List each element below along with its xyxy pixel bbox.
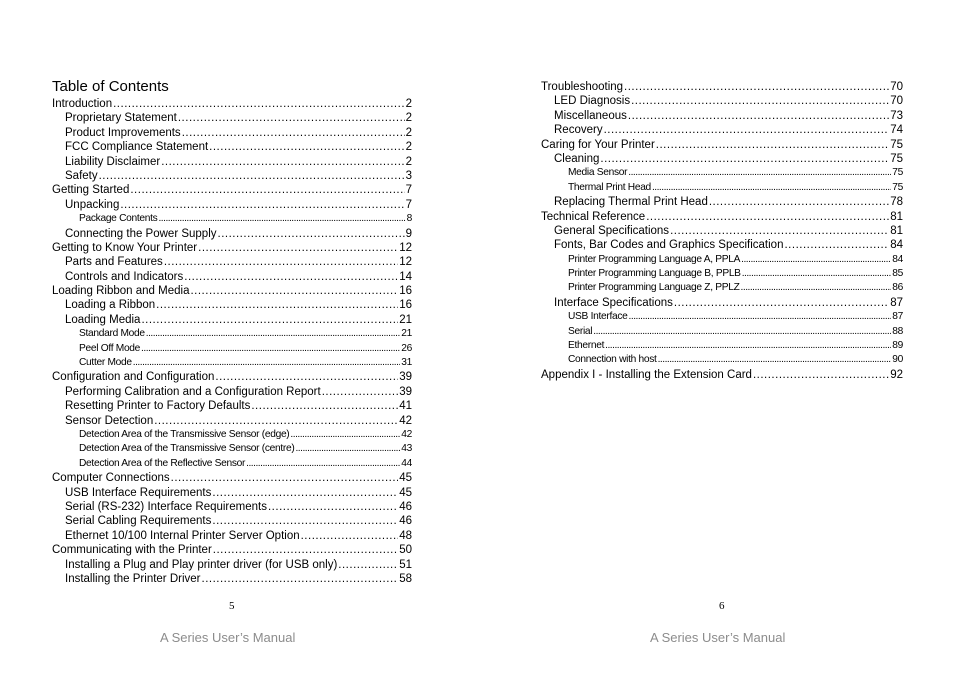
toc-entry-label: Peel Off Mode [79,342,141,354]
toc-entry-page: 51 [399,558,412,571]
toc-entry-label: USB Interface Requirements [65,486,212,499]
toc-entry[interactable] [52,298,412,312]
toc-entry[interactable] [52,126,412,140]
toc-dot-leader [295,442,400,456]
toc-entry-page: 42 [399,414,412,427]
toc-dot-leader [674,296,889,310]
right-page [477,0,954,675]
toc-dot-leader [164,255,398,269]
toc-entry-label: Sensor Detection [65,414,154,427]
toc-entry[interactable] [52,572,412,586]
toc-dot-leader [742,267,892,281]
toc-dot-leader [628,166,891,180]
toc-entry[interactable] [52,241,412,255]
toc-entry-label: Installing the Printer Driver [65,572,201,585]
toc-entry-page: 39 [399,385,412,398]
toc-entry-page: 39 [399,371,412,384]
toc-entry-page: 46 [399,500,412,513]
toc-entry-page: 85 [892,268,903,280]
toc-entry[interactable] [541,267,903,281]
toc-entry[interactable] [52,183,412,197]
page-number: 6 [719,600,725,612]
toc-entry[interactable] [52,514,412,528]
toc-dot-leader [670,224,889,238]
toc-entry-page: 21 [399,313,412,326]
toc-entry-label: Serial Cabling Requirements [65,515,212,528]
toc-entry-page: 41 [399,400,412,413]
toc-entry-label: Computer Connections [52,472,170,485]
toc-entry-label: LED Diagnosis [554,95,631,108]
toc-dot-leader [133,356,401,370]
toc-dot-leader [251,399,398,413]
toc-entry-page: 75 [892,181,903,193]
toc-entry-page: 44 [401,457,412,469]
toc-entry-page: 86 [892,282,903,294]
toc-entry[interactable] [541,109,903,123]
toc-entry[interactable] [541,94,903,108]
toc-entry-page: 2 [405,141,412,154]
page-footer: A Series User’s Manual [160,630,296,645]
toc-entry-label: Caring for Your Printer [541,138,655,151]
toc-entry[interactable] [541,325,903,339]
toc-entry-page: 2 [405,126,412,139]
toc-entry[interactable] [52,111,412,125]
toc-dot-leader [161,155,404,169]
toc-entry[interactable] [52,313,412,327]
toc-entry-label: Detection Area of the Transmissive Sensor (centre) [79,443,295,455]
toc-entry-page: 81 [890,224,903,237]
toc-entry-page: 2 [405,98,412,110]
toc-entry-label: General Specifications [554,224,670,237]
toc-entry-page: 14 [399,270,412,283]
toc-entry[interactable] [52,155,412,169]
toc-entry-label: Troubleshooting [541,81,624,93]
toc-entry-label: Loading a Ribbon [65,299,156,312]
toc-dot-leader [605,339,891,353]
toc-entry-page: 87 [890,296,903,309]
toc-entry-page: 3 [405,169,412,182]
toc-entry-label: Connecting the Power Supply [65,227,217,240]
toc-entry-label: Detection Area of the Reflective Sensor [79,457,246,469]
toc-entry-label: Communicating with the Printer [52,544,212,557]
toc-dot-leader [600,152,889,166]
toc-entry-page: 88 [892,325,903,337]
toc-title: Table of Contents [52,78,169,95]
toc-entry-label: Getting to Know Your Printer [52,241,198,254]
toc-entry-page: 75 [890,138,903,151]
toc-entry-page: 12 [399,241,412,254]
toc-entry-page: 50 [399,544,412,557]
toc-entry[interactable] [52,500,412,514]
toc-entry-page: 92 [890,368,903,381]
toc-entry[interactable] [541,353,903,367]
toc-entry-label: Cleaning [554,152,600,165]
toc-entry-label: Ethernet 10/100 Internal Printer Server Option [65,529,300,542]
toc-entry[interactable] [541,210,903,224]
toc-entry-page: 73 [890,109,903,122]
toc-entry[interactable] [52,385,412,399]
toc-dot-leader [182,126,405,140]
toc-dot-leader [268,500,398,514]
toc-entry[interactable] [52,370,412,384]
toc-entry-label: Detection Area of the Transmissive Sensor (edge) [79,428,290,440]
toc-entry-page: 74 [890,124,903,137]
toc-dot-leader [178,111,405,125]
toc-dot-leader [628,109,889,123]
toc-entry[interactable] [52,327,412,341]
toc-entry-label: Liability Disclaimer [65,155,161,168]
toc-entry[interactable] [52,255,412,269]
toc-entry[interactable] [52,529,412,543]
toc-entry-label: Serial [568,325,593,337]
toc-entry[interactable] [541,238,903,252]
page-number: 5 [229,600,235,612]
toc-entry-label: Loading Ribbon and Media [52,285,190,298]
toc-entry[interactable] [52,169,412,183]
toc-entry-label: Recovery [554,124,603,137]
toc-entry[interactable] [541,80,903,94]
toc-entry-page: 58 [399,572,412,585]
toc-entry-page: 84 [890,239,903,252]
toc-entry[interactable] [541,224,903,238]
toc-entry-label: FCC Compliance Statement [65,141,209,154]
toc-entry-page: 70 [890,95,903,108]
toc-entry-label: Installing a Plug and Play printer driver (for USB only) [65,558,338,571]
toc-entry-label: Printer Programming Language B, PPLB [568,268,741,280]
toc-list [541,80,903,382]
toc-entry-label: Package Contents [79,213,158,225]
toc-entry-label: Thermal Print Head [568,181,651,193]
toc-entry[interactable] [541,296,903,310]
toc-dot-leader [212,514,398,528]
toc-entry-page: 2 [405,155,412,168]
toc-dot-leader [784,238,889,252]
toc-entry-page: 42 [401,428,412,440]
toc-entry[interactable] [541,281,903,295]
toc-entry-label: Connection with host [568,354,657,366]
toc-dot-leader [322,385,399,399]
toc-entry-label: Printer Programming Language A, PPLA [568,253,741,265]
toc-entry-page: 75 [890,152,903,165]
toc-entry-label: Media Sensor [568,167,628,179]
toc-dot-leader [338,558,398,572]
toc-dot-leader [190,284,398,298]
toc-entry-page: 2 [405,112,412,125]
toc-entry-page: 21 [401,328,412,340]
toc-entry[interactable] [541,339,903,353]
toc-entry-page: 90 [892,354,903,366]
toc-dot-leader [301,529,399,543]
toc-dot-leader [753,368,889,382]
toc-entry-label: Performing Calibration and a Configuration Report [65,385,321,398]
toc-entry[interactable] [541,166,903,180]
toc-entry[interactable] [541,138,903,152]
toc-dot-leader [631,94,889,108]
toc-entry-page: 8 [406,213,412,225]
toc-entry-label: Parts and Features [65,256,163,269]
toc-entry-page: 7 [405,198,412,211]
toc-dot-leader [209,140,404,154]
toc-entry[interactable] [52,414,412,428]
toc-dot-leader [658,353,892,367]
toc-dot-leader [593,325,891,339]
toc-entry[interactable] [52,356,412,370]
toc-entry-page: 45 [399,472,412,485]
toc-entry-page: 16 [399,299,412,312]
toc-dot-leader [290,428,400,442]
toc-entry-label: Interface Specifications [554,296,673,309]
toc-entry[interactable] [541,123,903,137]
toc-dot-leader [120,198,404,212]
toc-entry-page: 81 [890,210,903,223]
toc-dot-leader [218,227,405,241]
toc-entry-label: Replacing Thermal Print Head [554,196,708,209]
toc-entry-page: 45 [399,486,412,499]
toc-dot-leader [246,457,400,471]
toc-entry-label: Controls and Indicators [65,270,184,283]
toc-entry[interactable] [52,486,412,500]
toc-dot-leader [202,572,399,586]
toc-entry[interactable] [52,270,412,284]
toc-entry[interactable] [52,97,412,111]
toc-dot-leader [158,212,405,226]
toc-entry-page: 46 [399,515,412,528]
toc-entry-label: Printer Programming Language Z, PPLZ [568,282,740,294]
toc-dot-leader [198,241,398,255]
toc-entry-label: Ethernet [568,340,605,352]
toc-entry-page: 48 [399,529,412,542]
toc-entry-page: 87 [892,311,903,323]
toc-dot-leader [213,543,398,557]
toc-dot-leader [156,298,398,312]
toc-entry-page: 84 [892,253,903,265]
toc-entry-page: 70 [890,81,903,93]
toc-entry[interactable] [52,140,412,154]
toc-entry-page: 9 [405,227,412,240]
toc-entry[interactable] [52,442,412,456]
toc-entry[interactable] [541,368,903,382]
toc-dot-leader [646,210,889,224]
toc-entry-label: USB Interface [568,311,628,323]
toc-entry-label: Appendix I - Installing the Extension Card [541,368,752,381]
toc-dot-leader [146,327,401,341]
toc-entry-page: 26 [401,342,412,354]
toc-entry-label: Unpacking [65,198,120,211]
toc-entry-label: Introduction [52,98,113,110]
toc-dot-leader [171,471,399,485]
toc-entry[interactable] [541,310,903,324]
toc-dot-leader [629,310,892,324]
toc-entry[interactable] [52,543,412,557]
toc-entry[interactable] [541,152,903,166]
toc-entry[interactable] [52,471,412,485]
toc-dot-leader [212,486,398,500]
toc-entry-label: Safety [65,169,98,182]
toc-entry-page: 12 [399,256,412,269]
toc-entry[interactable] [52,342,412,356]
toc-entry-label: Proprietary Statement [65,112,177,125]
toc-entry[interactable] [52,558,412,572]
toc-entry[interactable] [52,457,412,471]
toc-dot-leader [99,169,405,183]
toc-entry-page: 16 [399,285,412,298]
toc-entry[interactable] [52,198,412,212]
toc-dot-leader [604,123,890,137]
toc-dot-leader [741,281,892,295]
toc-entry-label: Loading Media [65,313,141,326]
toc-entry[interactable] [52,212,412,226]
toc-dot-leader [652,181,891,195]
toc-entry[interactable] [52,428,412,442]
toc-entry-label: Configuration and Configuration [52,371,215,384]
toc-dot-leader [154,414,398,428]
toc-list [52,97,412,586]
page-footer: A Series User’s Manual [650,630,786,645]
toc-dot-leader [141,342,400,356]
toc-dot-leader [141,313,398,327]
toc-entry[interactable] [541,195,903,209]
toc-entry[interactable] [52,284,412,298]
toc-entry-label: Cutter Mode [79,357,132,369]
toc-entry-page: 89 [892,340,903,352]
toc-entry-page: 43 [401,443,412,455]
toc-entry-label: Miscellaneous [554,109,627,122]
toc-dot-leader [741,253,891,267]
toc-entry[interactable] [52,227,412,241]
toc-entry-label: Product Improvements [65,126,181,139]
toc-entry-label: Fonts, Bar Codes and Graphics Specification [554,239,784,252]
toc-dot-leader [624,80,889,94]
toc-dot-leader [130,183,404,197]
toc-dot-leader [184,270,398,284]
toc-dot-leader [113,97,404,111]
toc-entry[interactable] [541,181,903,195]
toc-dot-leader [656,138,889,152]
toc-dot-leader [215,370,398,384]
toc-entry-label: Standard Mode [79,328,145,340]
toc-dot-leader [709,195,889,209]
toc-entry-page: 31 [401,357,412,369]
toc-entry-label: Serial (RS-232) Interface Requirements [65,500,267,513]
toc-entry-label: Technical Reference [541,210,646,223]
toc-entry-label: Resetting Printer to Factory Defaults [65,400,251,413]
toc-entry-page: 78 [890,196,903,209]
toc-entry[interactable] [52,399,412,413]
toc-entry-page: 75 [892,167,903,179]
toc-entry-label: Getting Started [52,184,130,197]
toc-entry[interactable] [541,253,903,267]
toc-entry-page: 7 [405,184,412,197]
